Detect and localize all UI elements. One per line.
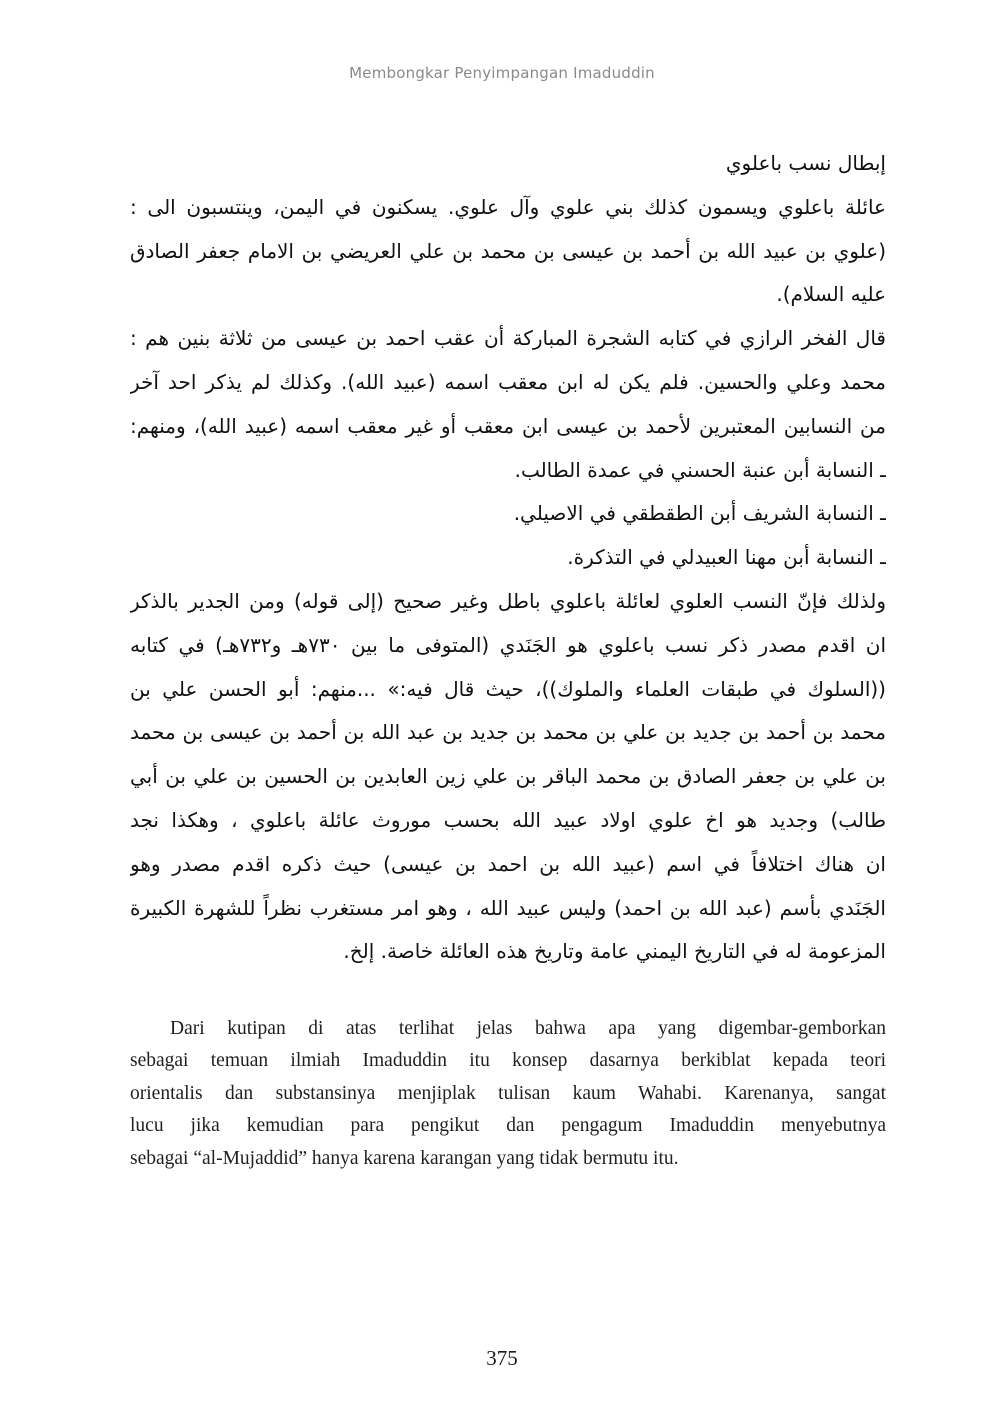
arabic-heading: إبطال نسب باعلوي <box>725 151 886 175</box>
arabic-line: من النسابين المعتبرين لأحمد بن عيسى ابن معقب أو غير معقب اسمه (عبيد الله)، ومنهم: <box>130 413 886 438</box>
arabic-line: عليه السلام). <box>776 282 886 307</box>
paragraph-line: Dari kutipan di atas terlihat jelas bahwa apa yang digembar-gemborkan <box>170 1018 886 1039</box>
paragraph-line: orientalis dan substansinya menjiplak tulisan kaum Wahabi. Karenanya, sangat <box>130 1082 886 1104</box>
arabic-line: بن علي بن جعفر الصادق بن محمد الباقر بن علي زين العابدين بن الحسين بن علي بن أبي <box>130 764 886 789</box>
arabic-line: (علوي بن عبيد الله بن أحمد بن عيسى بن محمد بن علي العريضي بن الامام جعفر الصادق <box>130 238 886 263</box>
arabic-line: المزعومة له في التاريخ اليمني عامة وتاريخ هذه العائلة خاصة. إلخ. <box>343 939 886 964</box>
arabic-line: طالب) وجديد هو اخ علوي اولاد عبيد الله بحسب موروث عائلة باعلوي ، وهكذا نجد <box>130 807 886 832</box>
arabic-line: ان هناك اختلافاً في اسم (عبيد الله بن احمد بن عيسى) حيث ذكره اقدم مصدر وهو <box>130 851 886 876</box>
arabic-line: عائلة باعلوي ويسمون كذلك بني علوي وآل علوي. يسكنون في اليمن، وينتسبون الى : <box>130 194 886 219</box>
arabic-list-item: ـ النسابة الشريف أبن الطقطقي في الاصيلي. <box>513 501 886 526</box>
page-number: 375 <box>486 1346 518 1370</box>
arabic-line: ولذلك فإنّ النسب العلوي لعائلة باعلوي باطل وغير صحيح (إلى قوله) ومن الجدير بالذكر <box>130 588 886 613</box>
arabic-line: محمد وعلي والحسين. فلم يكن له ابن معقب اسمه (عبيد الله). وكذلك لم يذكر احد آخر <box>130 369 886 394</box>
running-header: Membongkar Penyimpangan Imaduddin <box>349 64 655 82</box>
paragraph-line: sebagai temuan ilmiah Imaduddin itu konsep dasarnya berkiblat kepada teori <box>130 1050 886 1072</box>
body-paragraph <box>130 1013 886 1175</box>
paragraph-line: sebagai “al-Mujaddid” hanya karena karangan yang tidak bermutu itu. <box>130 1147 679 1169</box>
arabic-line: ان اقدم مصدر ذكر نسب باعلوي هو الجَنَدي (المتوفى ما بين ٧٣٠هـ و٧٣٢هـ) في كتابه <box>130 632 886 657</box>
arabic-list-item: ـ النسابة أبن عنبة الحسني في عمدة الطالب. <box>514 457 886 482</box>
arabic-list-item: ـ النسابة أبن مهنا العبيدلي في التذكرة. <box>567 545 886 570</box>
arabic-line: الجَنَدي بأسم (عبد الله بن احمد) وليس عبيد الله ، وهو امر مستغرب نظراً للشهرة الكبيرة <box>130 895 886 920</box>
arabic-line: قال الفخر الرازي في كتابه الشجرة المباركة أن عقب احمد بن عيسى من ثلاثة بنين هم : <box>130 326 886 351</box>
arabic-line: محمد بن أحمد بن جديد بن علي بن محمد بن جديد بن عبد الله بن أحمد بن عيسى بن محمد <box>130 720 886 745</box>
arabic-quote-block <box>130 142 886 974</box>
arabic-line: ((السلوك في طبقات العلماء والملوك))، حيث قال فيه:» ...منهم: أبو الحسن علي بن <box>130 676 886 701</box>
paragraph-line: lucu jika kemudian para pengikut dan pengagum Imaduddin menyebutnya <box>130 1115 886 1137</box>
